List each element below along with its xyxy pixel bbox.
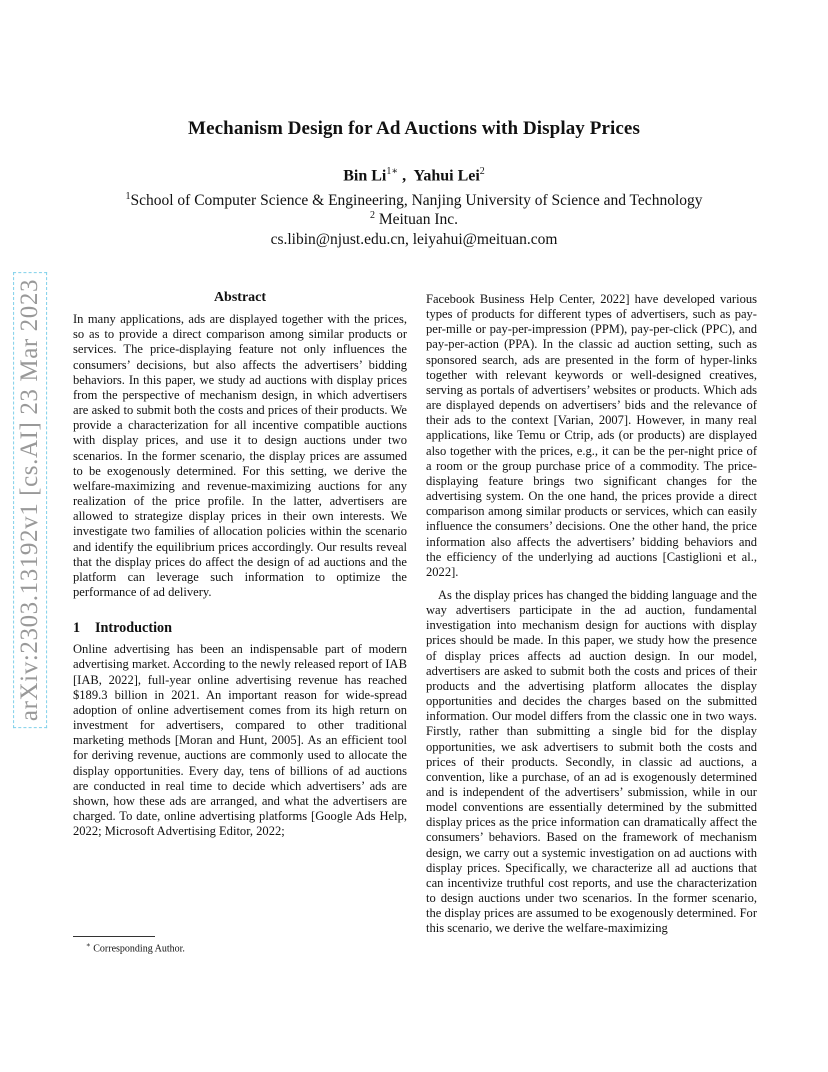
author-name: Yahui Lei [413,167,480,185]
footnote-rule [73,936,155,937]
left-column [73,290,407,839]
abstract-heading: Abstract [213,290,267,305]
author-mark: 1∗ [386,166,399,177]
footnote [86,941,185,954]
footnote-mark: ∗ [86,941,91,949]
paper-title: Mechanism Design for Ad Auctions with Display Prices [188,118,640,139]
affiliation-mark: 2 [369,210,375,221]
author-emails: cs.libin@njust.edu.cn, leiyahui@meituan.com [270,231,558,248]
affiliation-2 [0,210,828,229]
section-title: Introduction [95,620,172,637]
affiliation-text: Meituan Inc. [378,211,459,229]
author-line: Bin $Li^{1∗}$ , Yahui Lei$^2$ [343,166,485,185]
section-heading [73,621,407,636]
right-column [426,292,757,937]
affiliation-text: School of Computer Science & Engineering, Nanjing University of Science and Technology [130,192,703,210]
author-mark: 2 [479,166,485,177]
intro-paragraph-2: As the display prices has changed the bidding language and the way advertisers participate in the ad auction, fundamental investigation into mechanism design for auctions with display prices should be made. In this paper, we study how the presence of display prices affects ad auction design. In our model, advertisers are asked to submit both the costs and prices of their products and the advertising platform allocates the display opportunities and decides the charges based on the submitted information. Our model differs from the classic one in two ways. Firstly, rather than submitting a single bid for the display opportunities, we ask advertisers to submit both the costs and prices of their products. Secondly, in classic ad auctions, a convention, like a purchase, of an ad is exogenously determined and is independent of the advertisers’ submission, while in our model conventions are essentially determined by the submitted display prices as the price information can dramatically affect the consumers’ behaviors. Based on the framework of mechanism design, we carry out a systemic investigation on ad auctions with display prices. Specifically, we characterize all ad auctions that can incentivize truthful cost reports, and use the characterization to design auctions under two scenarios. In the former scenario, the display prices are assumed to be exogenously determined. For this scenario, we derive the welfare-maximizing [426,587,757,936]
intro-paragraph-1: Online advertising has been an indispensable part of modern advertising market. According to the newly released report of IAB [IAB, 2022], full-year online advertising revenue has reached $189.3 billion in 2021. An important reason for wide-spread adoption of online advertisement comes from its high return on investment for advertisers, compared to other traditional marketing methods [Moran and Hunt, 2005]. As an efficient tool for deriving revenue, auctions are commonly used to allocate the display opportunities. Every day, tens of billions of ad auctions are conducted in real time to decide which advertisers’ ads are shown, how these ads are arranged, and what the advertisers are charged. To date, online advertising platforms [Google Ads Help, 2022; Microsoft Advertising Editor, 2022; [73,642,407,839]
abstract-text: In many applications, ads are displayed together with the prices, so as to provide a direct comparison among similar products or services. The price-displaying feature not only influences the consumers’ decisions, but also affects the advertisers’ bidding behaviors. In this paper, we study ad auctions with display prices from the perspective of mechanism design, in which advertisers are asked to submit both the costs and prices of their products. We provide a characterization for all incentive compatible auctions with display prices, and use it to design auctions under two scenarios. In the former scenario, the display prices are assumed to be exogenously determined. For this setting, we derive the welfare-maximizing and revenue-maximizing auctions for any realization of the price profile. In the latter, advertisers are allowed to strategize display prices in their own interests. We investigate two families of allocation policies within the scenario and identify the equilibrium prices accordingly. Our results reveal that the display prices do affect the design of ad auctions and the platform can leverage such information to optimize the performance of ad delivery. [73,312,407,599]
arxiv-stamp [4,262,56,738]
affiliation-1 [0,191,828,210]
section-number: 1 [73,620,81,637]
affiliation-mark: 1 [125,191,131,202]
author-name: Bin Li [343,167,387,185]
footnote-text: Corresponding Author. [93,943,185,955]
arxiv-stamp-text: arXiv:2303.13192v1 [cs.AI] 23 Mar 2023 [16,275,44,725]
intro-paragraph-1-cont: Facebook Business Help Center, 2022] have developed various types of products for different types of advertisers, such as pay-per-mille or pay-per-impression (PPM), pay-per-click (PPC), and pay-per-action (PPA). In the classic ad auction setting, such as sponsored search, ads are presented in the form of hyper-links together with relevant keywords or well-designed creatives, serving as portals of advertisers’ websites or products. Which ads are displayed depends on advertisers’ bids and the relevance of their ads to the context [Varian, 2007]. However, in many real applications, like Temu or Ctrip, ads (or products) are displayed also together with the prices, e.g., it can be the per-night price of a room or the group purchase price of a commodity. The price-displaying feature brings two significant changes for the advertising system. On the one hand, the prices provide a direct comparison among similar products or services, which can easily influence the consumers’ decisions. One the other hand, the price information also affects the advertisers’ bidding behaviors and the efficiency of the underlying ad auctions [Castiglioni et al., 2022]. [426,292,757,579]
